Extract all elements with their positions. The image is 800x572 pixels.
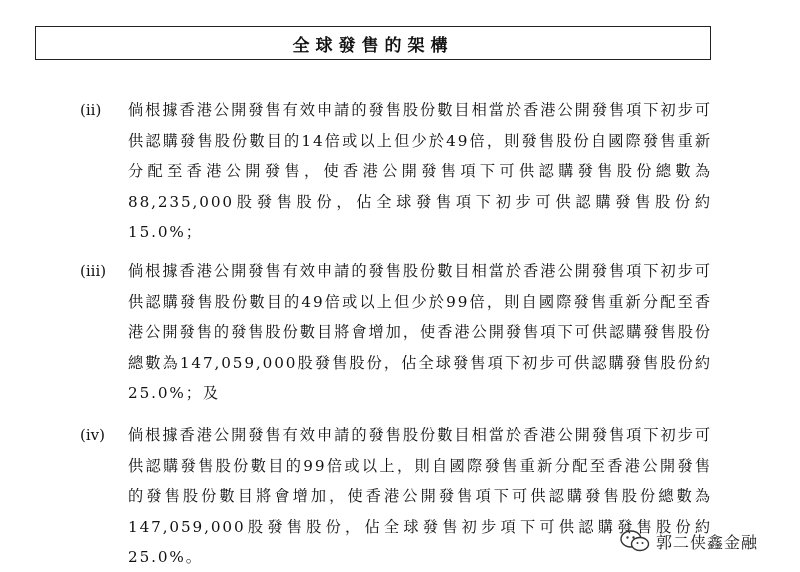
list-item [80, 95, 720, 248]
watermark-text: 郭二侠鑫金融 [656, 532, 759, 552]
section-header-box [35, 26, 711, 60]
wechat-icon [620, 530, 650, 552]
watermark [620, 529, 758, 553]
list-item-label: (ii) [80, 101, 102, 119]
list-item-text: 倘根據香港公開發售有效申請的發售股份數目相當於香港公開發售項下初步可供認購發售股份數目的99倍或以上，則自國際發售重新分配至香港公開發售的發售股份數目將會增加，使香港公開發售項下可供認購發售股份總數為147,059,000股發售股份，佔全球發售初步項下可供認購發售股份約25.0%。 [128, 426, 712, 566]
section-title: 全球發售的架構 [292, 35, 454, 56]
list-item-text: 倘根據香港公開發售有效申請的發售股份數目相當於香港公開發售項下初步可供認購發售股份數目的49倍或以上但少於99倍，則自國際發售重新分配至香港公開發售的發售股份數目將會增加，使香港公開發售項下可供認購發售股份總數為147,059,000股發售股份，佔全球發售項下初步可供認購發售股份約25.0%；及 [128, 262, 712, 402]
list-item [80, 256, 720, 409]
list-item-label: (iii) [80, 262, 107, 280]
list-item-text: 倘根據香港公開發售有效申請的發售股份數目相當於香港公開發售項下初步可供認購發售股份數目的14倍或以上但少於49倍，則發售股份自國際發售重新分配至香港公開發售，使香港公開發售項下可供認購發售股份總數為88,235,000股發售股份，佔全球發售項下初步可供認購發售股份約15.0%； [128, 101, 712, 241]
list-item-label: (iv) [80, 426, 105, 444]
